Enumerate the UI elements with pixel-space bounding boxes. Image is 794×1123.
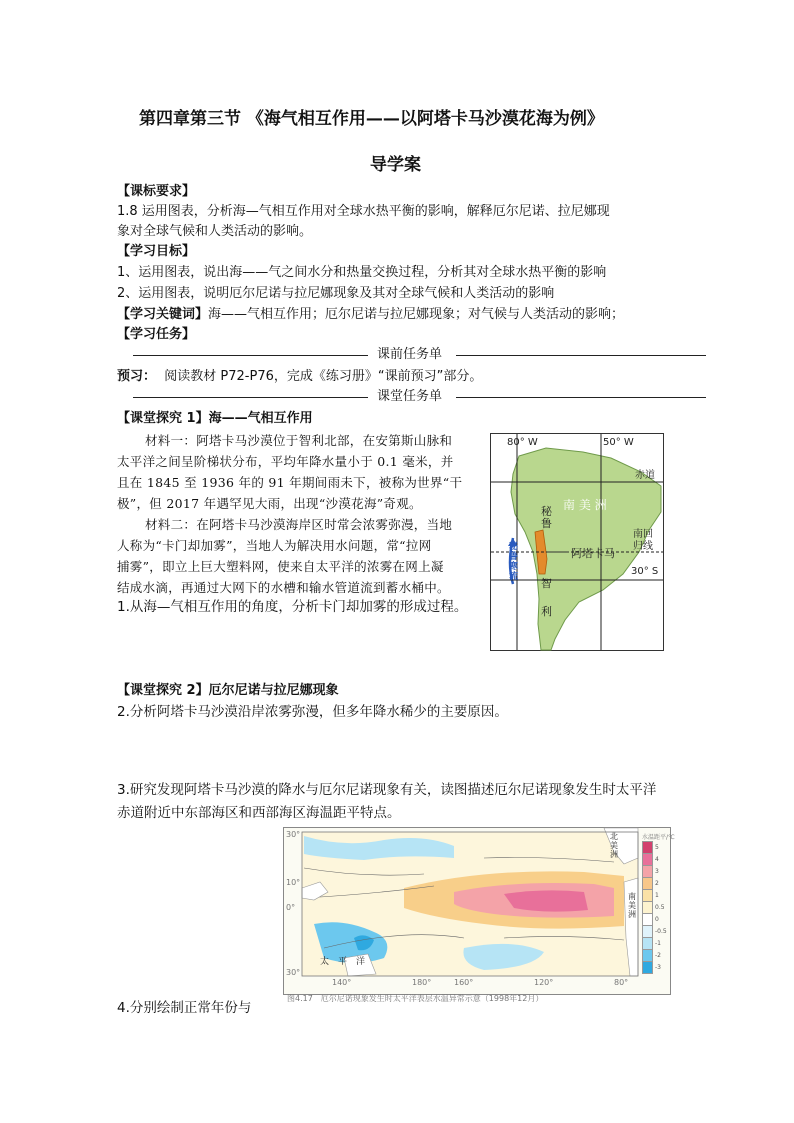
legend-value: 5 — [655, 843, 659, 851]
peru-label: 秘 鲁 — [541, 505, 552, 530]
pre-class-label: 课前任务单 — [377, 347, 443, 362]
current-label: 秘鲁寒流 — [509, 542, 519, 582]
legend-item — [642, 961, 670, 973]
legend-title: 水温距平/℃ — [642, 834, 675, 841]
lat-tick: 30° — [286, 968, 301, 977]
material-line: 极”，但 2017 年遇罕见大雨，出现“沙漠花海”奇观。 — [117, 496, 422, 511]
material-line: 且在 1845 至 1936 年的 91 年期间雨未下，被称为世界“干 — [117, 475, 463, 490]
keyword-text: 海——气相互作用；厄尔尼诺与拉尼娜现象；对气候与人类活动的影响； — [208, 307, 625, 322]
legend-value: -0.5 — [655, 927, 667, 935]
renwu-heading: 【学习任务】 — [117, 327, 196, 342]
mubiao-heading: 【学习目标】 — [117, 244, 196, 259]
atacama-label: 阿塔卡马 — [571, 547, 615, 560]
legend-item — [642, 853, 670, 865]
lat-tick: 30° — [286, 830, 301, 839]
legend-value: -3 — [655, 963, 661, 971]
divider-right-2 — [456, 397, 706, 398]
material-block — [117, 430, 482, 598]
question-2: 2.分析阿塔卡马沙漠沿岸浓雾弥漫，但多年降水稀少的主要原因。 — [117, 704, 508, 720]
legend-item — [642, 913, 670, 925]
divider-right-1 — [456, 355, 706, 356]
figure-caption: 图4.17 厄尔尼诺现象发生时太平洋表层水温异常示意（1998年12月） — [287, 994, 544, 1003]
mubiao-item-1: 1、运用图表，说出海——气之间水分和热量交换过程，分析其对全球水热平衡的影响 — [117, 265, 607, 280]
question-3-line-1: 3.研究发现阿塔卡马沙漠的降水与厄尔尼诺现象有关，读图描述厄尔尼诺现象发生时太平洋 — [117, 782, 657, 798]
page-title: 第四章第三节 《海气相互作用——以阿塔卡马沙漠花海为例》 — [139, 109, 604, 129]
preview-line — [117, 367, 482, 387]
question-1: 1.从海—气相互作用的角度，分析卡门却加雾的形成过程。 — [117, 599, 468, 615]
legend-value: 3 — [655, 867, 659, 875]
north-america-label: 北 美 洲 — [610, 832, 618, 859]
pacific-sst-anomaly-map — [283, 827, 675, 995]
question-3-line-2: 赤道附近中东部海区和西部海区海温距平特点。 — [117, 805, 401, 821]
lon-80w-label: 80° W — [507, 437, 538, 448]
legend-value: 2 — [655, 879, 659, 887]
south-america-map — [490, 433, 664, 651]
explore1-heading: 【课堂探究 1】海——气相互作用 — [117, 411, 313, 426]
legend-item — [642, 949, 670, 961]
lon-50w-label: 50° W — [603, 437, 634, 448]
kebiao-heading: 【课标要求】 — [117, 184, 196, 199]
preview-label: 预习： — [117, 369, 157, 384]
legend-value: -2 — [655, 951, 661, 959]
question-4: 4.分别绘制正常年份与 — [117, 1000, 252, 1016]
material-line: 结成水滴，再通过大网下的水槽和输水管道流到蓄水桶中。 — [117, 580, 450, 595]
material-line: 太平洋之间呈阶梯状分布，平均年降水量小于 0.1 毫米，并 — [117, 454, 454, 469]
material-line: 捕雾”，即立上巨大塑料网，使来自太平洋的浓雾在网上凝 — [117, 559, 444, 574]
keyword-heading: 【学习关键词】 — [117, 307, 209, 322]
material-line: 材料二：在阿塔卡马沙漠海岸区时常会浓雾弥漫，当地 — [145, 517, 453, 532]
legend-value: 0.5 — [655, 903, 665, 911]
kebiao-line-1: 1.8 运用图表，分析海—气相互作用对全球水热平衡的影响，解释厄尔尼诺、拉尼娜现 — [117, 204, 610, 219]
divider-left-1 — [133, 355, 368, 356]
lon-tick: 180° — [412, 978, 432, 987]
legend-value: -1 — [655, 939, 661, 947]
in-class-label: 课堂任务单 — [377, 389, 443, 404]
legend-item — [642, 877, 670, 889]
lat-tick: 0° — [286, 903, 296, 912]
lon-tick: 140° — [332, 978, 352, 987]
legend-swatch — [642, 961, 653, 974]
legend — [642, 832, 675, 973]
legend-item — [642, 865, 670, 877]
lon-tick: 80° — [614, 978, 629, 987]
explore2-heading: 【课堂探究 2】厄尔尼诺与拉尼娜现象 — [117, 683, 339, 698]
lon-tick: 120° — [534, 978, 554, 987]
chile-label: 智 利 — [541, 577, 552, 618]
material-line: 人称为“卡门却加雾”，当地人为解决用水问题，常“拉网 — [117, 538, 432, 553]
tropic-label: 南回 归线 — [633, 529, 653, 552]
south-america-label: 南 美 洲 — [628, 892, 636, 919]
equator-label: 赤道 — [635, 470, 655, 481]
legend-item — [642, 937, 670, 949]
legend-item — [642, 901, 670, 913]
legend-item — [642, 925, 670, 937]
preview-text: 阅读教材 P72-P76，完成《练习册》“课前预习”部分。 — [164, 369, 483, 384]
mubiao-item-2: 2、运用图表，说明厄尔尼诺与拉尼娜现象及其对全球气候和人类活动的影响 — [117, 286, 555, 301]
material-line: 材料一：阿塔卡马沙漠位于智利北部，在安第斯山脉和 — [145, 433, 453, 448]
lat-30s-label: 30° S — [631, 566, 659, 577]
legend-item — [642, 841, 670, 853]
divider-left-2 — [133, 397, 368, 398]
pacific-label: 太 平 洋 — [320, 957, 366, 967]
legend-item — [642, 889, 670, 901]
keyword-line — [117, 305, 624, 325]
lat-tick: 10° — [286, 878, 301, 887]
legend-value: 1 — [655, 891, 659, 899]
legend-value: 4 — [655, 855, 659, 863]
page-subtitle: 导学案 — [370, 155, 421, 175]
kebiao-line-2: 象对全球气候和人类活动的影响。 — [117, 224, 313, 239]
continent-label: 南 美 洲 — [563, 498, 607, 512]
legend-value: 0 — [655, 915, 659, 923]
lon-tick: 160° — [454, 978, 474, 987]
